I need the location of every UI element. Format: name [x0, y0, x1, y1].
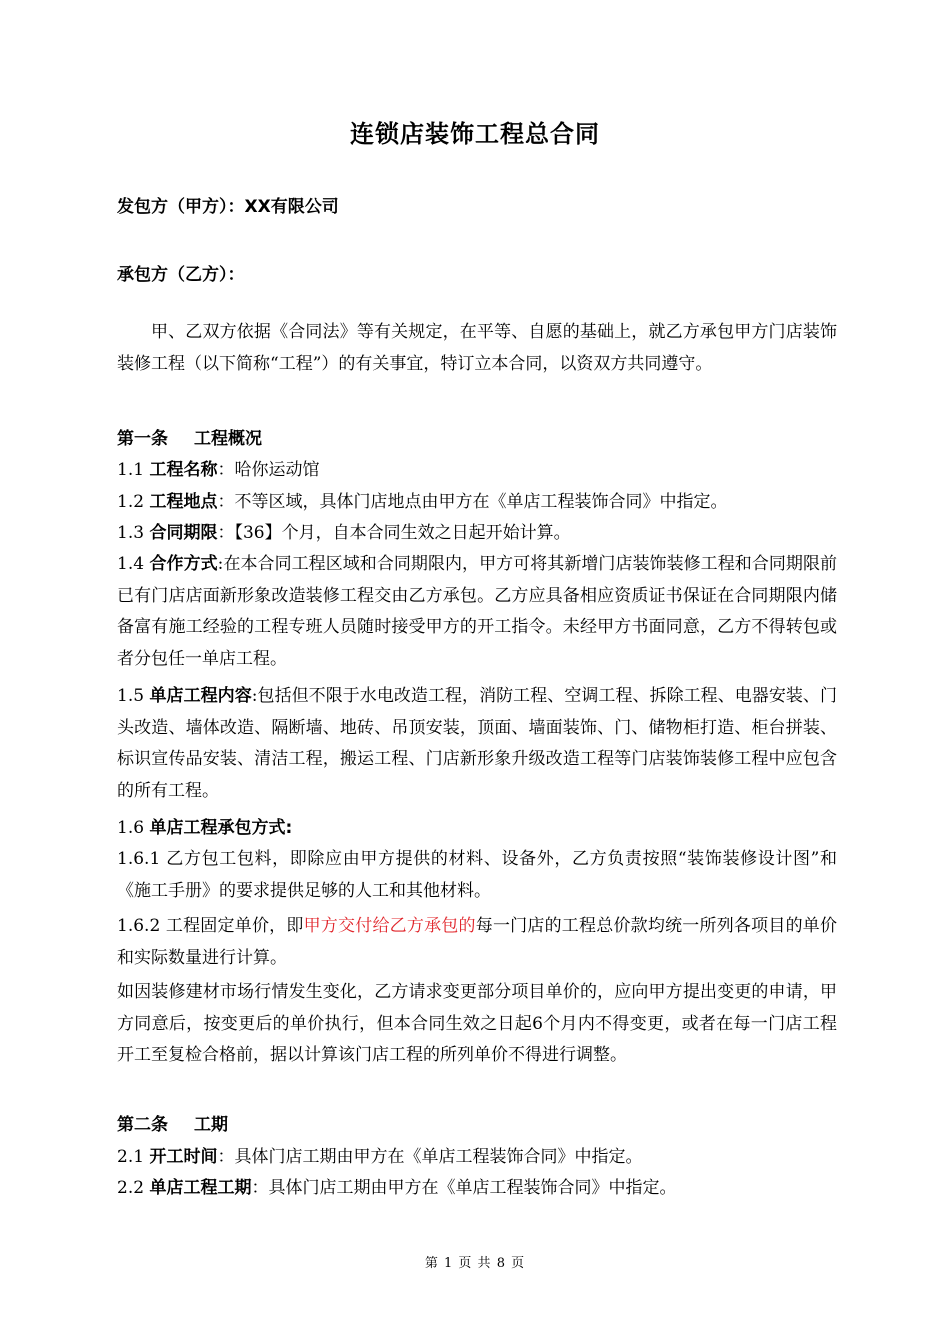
clause-1-4 — [117, 549, 837, 675]
clause-label: 单店工程承包方式: — [149, 818, 293, 838]
clause-1-2 — [117, 487, 727, 512]
article-1-heading — [117, 424, 262, 449]
article-1-number: 第一条 — [117, 429, 168, 449]
page-footer: 第 1 页 共 8 页 — [424, 1256, 526, 1271]
article-2-title: 工期 — [194, 1115, 228, 1135]
party-a-line: 发包方（甲方）：XX有限公司 — [117, 197, 339, 217]
price-change-paragraph: 如因装修建材市场行情发生变化，乙方请求变更部分项目单价的，应向甲方提出变更的申请，甲方同意后，按变更后的单价执行，但本合同生效之日起6个月内不得变更，或者在每一门店工程开工至复检合格前，据以计算该门店工程的所列单价不得进行调整。 — [117, 982, 837, 1065]
clause-1-1 — [117, 455, 319, 480]
clause-1-6-1: 1.6.1 乙方包工包料，即除应由甲方提供的材料、设备外，乙方负责按照“装饰装修设计图”和《施工手册》的要求提供足够的人工和其他材料。 — [117, 849, 837, 901]
article-1-title: 工程概况 — [194, 429, 262, 449]
highlighted-text: 甲方交付给乙方承包的 — [303, 916, 476, 936]
clause-number: 1.3 — [117, 523, 150, 543]
clause-label: 合作方式 — [149, 554, 218, 574]
clause-text-pre: 1.6.2 工程固定单价，即 — [117, 916, 304, 936]
clause-text-post: 每一门店的工程总价款均统一所列各项目的单价和实际数量进行计算。 — [117, 916, 838, 968]
clause-number: 1.1 — [117, 460, 150, 480]
clause-1-3 — [117, 518, 571, 543]
clause-text: ：哈你运动馆 — [217, 460, 320, 480]
clause-label: 工程名称 — [149, 460, 218, 480]
clause-text: ：【36】个月，自本合同生效之日起开始计算。 — [217, 523, 571, 543]
intro-paragraph: 甲、乙双方依据《合同法》等有关规定，在平等、自愿的基础上，就乙方承包甲方门店装饰装修工程（以下简称“工程”）的有关事宜，特订立本合同，以资双方共同遵守。 — [117, 322, 837, 374]
clause-number: 1.5 — [117, 686, 150, 706]
clause-label: 合同期限 — [149, 523, 218, 543]
clause-text: :包括但不限于水电改造工程，消防工程、空调工程、拆除工程、电器安装、门头改造、墙体改造、隔断墙、地砖、吊顶安装，顶面、墙面装饰、门、储物柜打造、柜台拼装、标识宣传品安装、清洁工程，搬运工程、门店新形象升级改造工程等门店装饰装修工程中应包含的所有工程。 — [117, 686, 837, 801]
clause-label: 工程地点 — [149, 492, 218, 512]
article-2-heading — [117, 1110, 228, 1135]
clause-1-6 — [117, 813, 292, 838]
clause-text: :在本合同工程区域和合同期限内，甲方可将其新增门店装饰装修工程和合同期限前已有门店店面新形象改造装修工程交由乙方承包。乙方应具备相应资质证书保证在合同期限内储备富有施工经验的工程专班人员随时接受甲方的开工指令。未经甲方书面同意，乙方不得转包或者分包任一单店工程。 — [117, 554, 837, 669]
clause-label: 单店工程工期 — [149, 1178, 252, 1198]
article-2-number: 第二条 — [117, 1115, 168, 1135]
clause-number: 2.1 — [117, 1147, 150, 1167]
clause-1-5 — [117, 681, 837, 807]
clause-2-2 — [117, 1173, 676, 1198]
clause-number: 1.6 — [117, 818, 150, 838]
clause-text: ：具体门店工期由甲方在《单店工程装饰合同》中指定。 — [217, 1147, 643, 1167]
clause-number: 1.2 — [117, 492, 150, 512]
clause-label: 开工时间 — [149, 1147, 218, 1167]
clause-number: 2.2 — [117, 1178, 150, 1198]
clause-1-6-2 — [117, 911, 837, 974]
clause-number: 1.4 — [117, 554, 150, 574]
party-b-line: 承包方（乙方）： — [117, 265, 245, 285]
clause-text: ：具体门店工期由甲方在《单店工程装饰合同》中指定。 — [251, 1178, 677, 1198]
document-title: 连锁店装饰工程总合同 — [350, 120, 600, 148]
clause-text: ：不等区域，具体门店地点由甲方在《单店工程装饰合同》中指定。 — [217, 492, 728, 512]
clause-label: 单店工程内容 — [149, 686, 252, 706]
clause-2-1 — [117, 1142, 642, 1167]
